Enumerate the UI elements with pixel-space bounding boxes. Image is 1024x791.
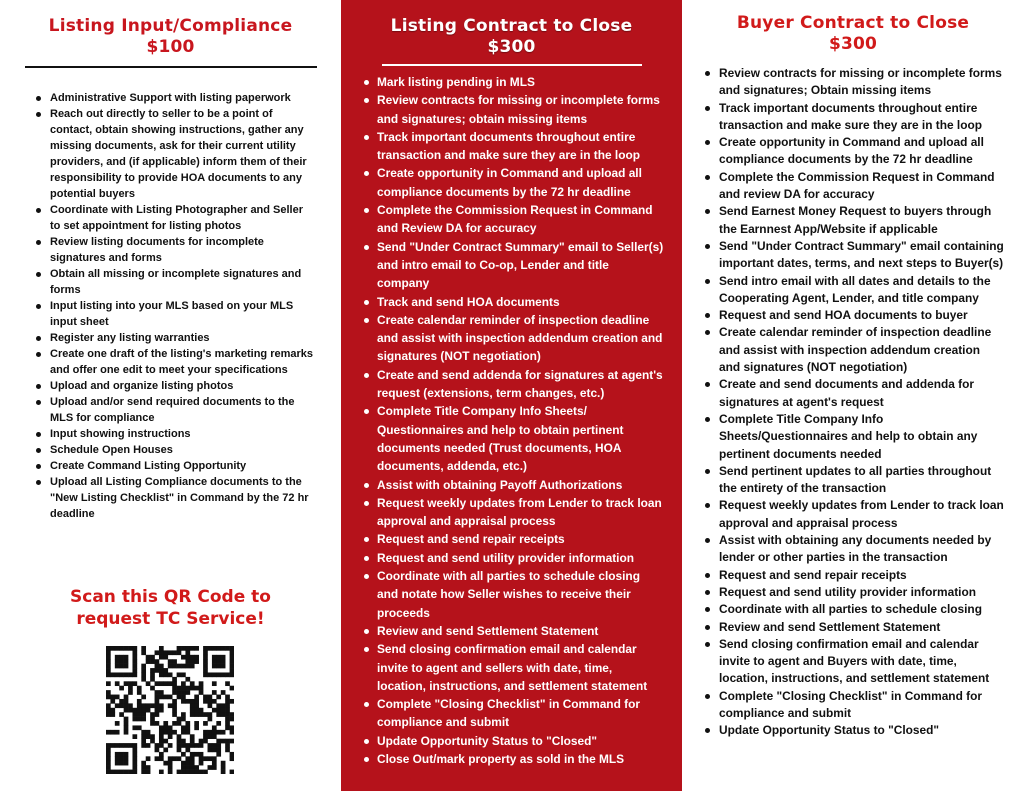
list-item: Send Earnest Money Request to buyers through the Earnnest App/Website if applicable bbox=[702, 203, 1004, 238]
list-item: Review contracts for missing or incomplete forms and signatures; obtain missing items bbox=[361, 91, 664, 128]
list-item: Complete Title Company Info Sheets/ Questionnaires and help to obtain pertinent documents needed (Trust documents, HOA documents, addenda, etc.) bbox=[361, 402, 664, 475]
list-item: Reach out directly to seller to be a point of contact, obtain showing instructions, gather any missing documents, ask for their current utility providers, and (if applicable) inform them of their responsibility to provide HOA documents to any potential buyers bbox=[34, 106, 315, 202]
list-item: Review and send Settlement Statement bbox=[361, 622, 664, 640]
listing-contract-services-list bbox=[361, 73, 664, 768]
title-divider bbox=[25, 66, 317, 68]
title-name: Listing Contract to Close bbox=[390, 16, 633, 36]
title-name: Buyer Contract to Close bbox=[736, 13, 970, 33]
listing-input-compliance-title bbox=[0, 0, 341, 58]
buyer-contract-to-close-panel bbox=[682, 0, 1024, 791]
list-item: Complete "Closing Checklist" in Command for compliance and submit bbox=[361, 695, 664, 732]
list-item: Track and send HOA documents bbox=[361, 293, 664, 311]
title-divider bbox=[382, 64, 642, 66]
listing-input-services-list bbox=[34, 90, 315, 522]
list-item: Upload all Listing Compliance documents to the "New Listing Checklist" in Command by the 72 hr deadline bbox=[34, 474, 315, 522]
title-price: $300 bbox=[828, 34, 878, 54]
list-item: Schedule Open Houses bbox=[34, 442, 315, 458]
list-item: Coordinate with all parties to schedule closing and notate how Seller wishes to receive their proceeds bbox=[361, 567, 664, 622]
list-item: Create one draft of the listing's marketing remarks and offer one edit to meet your specifications bbox=[34, 346, 315, 378]
title-price: $300 bbox=[487, 37, 536, 57]
qr-cta-line-1: Scan this QR Code to bbox=[70, 587, 271, 607]
list-item: Upload and/or send required documents to the MLS for compliance bbox=[34, 394, 315, 426]
list-item: Request and send utility provider information bbox=[361, 549, 664, 567]
buyer-contract-services-list bbox=[702, 65, 1004, 740]
list-item: Create and send addenda for signatures at agent's request (extensions, term changes, etc.) bbox=[361, 366, 664, 403]
title-name: Listing Input/Compliance bbox=[48, 16, 293, 36]
list-item: Input listing into your MLS based on your MLS input sheet bbox=[34, 298, 315, 330]
list-item: Send "Under Contract Summary" email to Seller(s) and intro email to Co-op, Lender and title company bbox=[361, 238, 664, 293]
list-item: Close Out/mark property as sold in the MLS bbox=[361, 750, 664, 768]
buyer-contract-to-close-title bbox=[682, 0, 1024, 55]
listing-contract-to-close-title bbox=[341, 0, 682, 58]
list-item: Upload and organize listing photos bbox=[34, 378, 315, 394]
list-item: Create opportunity in Command and upload all compliance documents by the 72 hr deadline bbox=[702, 134, 1004, 169]
list-item: Create opportunity in Command and upload all compliance documents by the 72 hr deadline bbox=[361, 164, 664, 201]
list-item: Request weekly updates from Lender to track loan approval and appraisal process bbox=[702, 497, 1004, 532]
list-item: Update Opportunity Status to "Closed" bbox=[361, 732, 664, 750]
list-item: Review and send Settlement Statement bbox=[702, 619, 1004, 636]
list-item: Send closing confirmation email and calendar invite to agent and Buyers with date, time, location, instructions, and settlement statement bbox=[702, 636, 1004, 688]
list-item: Mark listing pending in MLS bbox=[361, 73, 664, 91]
list-item: Track important documents throughout entire transaction and make sure they are in the loop bbox=[702, 100, 1004, 135]
title-price: $100 bbox=[146, 37, 195, 57]
list-item: Create Command Listing Opportunity bbox=[34, 458, 315, 474]
list-item: Register any listing warranties bbox=[34, 330, 315, 346]
list-item: Request and send repair receipts bbox=[361, 530, 664, 548]
listing-input-compliance-panel bbox=[0, 0, 341, 791]
qr-code[interactable] bbox=[106, 646, 234, 774]
list-item: Create and send documents and addenda for signatures at agent's request bbox=[702, 376, 1004, 411]
list-item: Create calendar reminder of inspection deadline and assist with inspection addendum creation and signatures (NOT negotiation) bbox=[361, 311, 664, 366]
list-item: Input showing instructions bbox=[34, 426, 315, 442]
list-item: Send pertinent updates to all parties throughout the entirety of the transaction bbox=[702, 463, 1004, 498]
list-item: Request and send HOA documents to buyer bbox=[702, 307, 1004, 324]
list-item: Administrative Support with listing paperwork bbox=[34, 90, 315, 106]
list-item: Send closing confirmation email and calendar invite to agent and sellers with date, time, location, instructions, and settlement statement bbox=[361, 640, 664, 695]
list-item: Coordinate with all parties to schedule closing bbox=[702, 601, 1004, 618]
list-item: Complete the Commission Request in Command and review DA for accuracy bbox=[702, 169, 1004, 204]
list-item: Request weekly updates from Lender to track loan approval and appraisal process bbox=[361, 494, 664, 531]
list-item: Send intro email with all dates and details to the Cooperating Agent, Lender, and title company bbox=[702, 273, 1004, 308]
list-item: Create calendar reminder of inspection deadline and assist with inspection addendum creation and signatures (NOT negotiation) bbox=[702, 324, 1004, 376]
qr-cta-line-2: request TC Service! bbox=[76, 609, 265, 629]
list-item: Complete the Commission Request in Command and Review DA for accuracy bbox=[361, 201, 664, 238]
list-item: Request and send utility provider information bbox=[702, 584, 1004, 601]
list-item: Obtain all missing or incomplete signatures and forms bbox=[34, 266, 315, 298]
list-item: Update Opportunity Status to "Closed" bbox=[702, 722, 1004, 739]
list-item: Track important documents throughout entire transaction and make sure they are in the loop bbox=[361, 128, 664, 165]
list-item: Complete "Closing Checklist" in Command for compliance and submit bbox=[702, 688, 1004, 723]
list-item: Assist with obtaining any documents needed by lender or other parties in the transaction bbox=[702, 532, 1004, 567]
listing-contract-to-close-panel bbox=[341, 0, 682, 791]
list-item: Assist with obtaining Payoff Authorizations bbox=[361, 476, 664, 494]
list-item: Send "Under Contract Summary" email containing important dates, terms, and next steps to Buyer(s) bbox=[702, 238, 1004, 273]
list-item: Coordinate with Listing Photographer and Seller to set appointment for listing photos bbox=[34, 202, 315, 234]
list-item: Complete Title Company Info Sheets/Questionnaires and help to obtain any pertinent documents needed bbox=[702, 411, 1004, 463]
list-item: Request and send repair receipts bbox=[702, 567, 1004, 584]
qr-call-to-action bbox=[0, 586, 341, 630]
list-item: Review listing documents for incomplete signatures and forms bbox=[34, 234, 315, 266]
list-item: Review contracts for missing or incomplete forms and signatures; Obtain missing items bbox=[702, 65, 1004, 100]
